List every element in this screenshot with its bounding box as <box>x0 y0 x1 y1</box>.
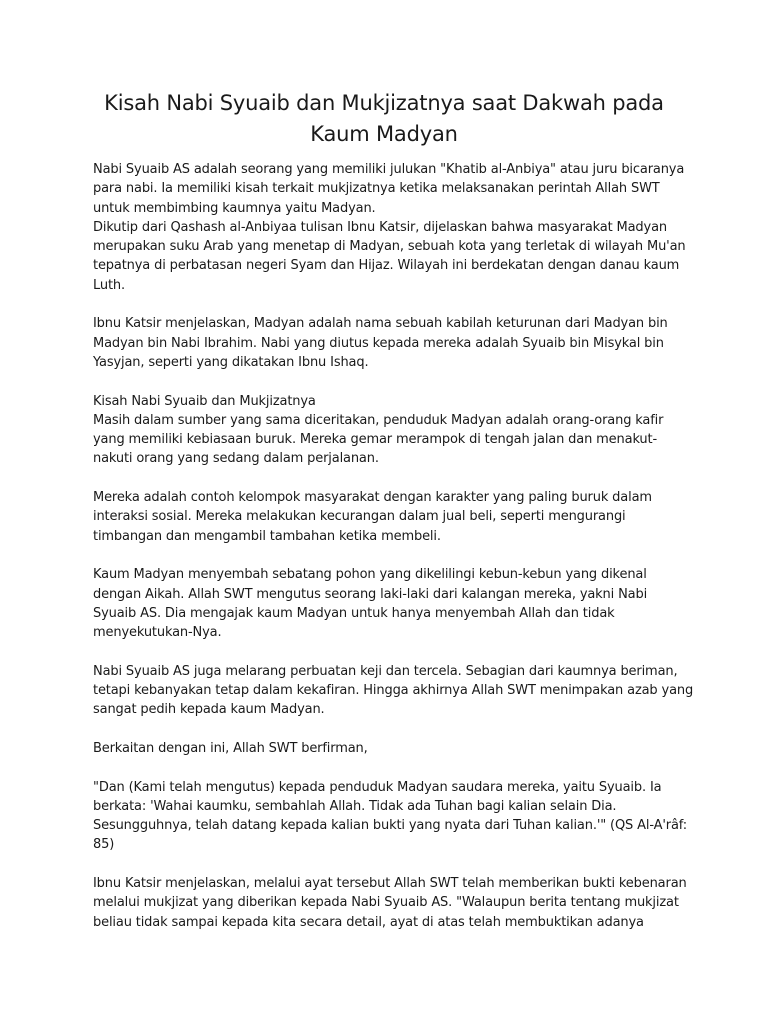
text-line: tetapi kebanyakan tetap dalam kekafiran. Hingga akhirnya Allah SWT menimpakan azab yang <box>93 683 694 699</box>
text-line: Kisah Nabi Syuaib dan Mukjizatnya <box>93 393 316 409</box>
paragraph-gap <box>93 469 683 488</box>
paragraph-gap <box>93 720 683 739</box>
paragraph-gap <box>93 546 683 565</box>
text-line: interaksi sosial. Mereka melakukan kecurangan dalam jual beli, seperti mengurangi <box>93 509 626 525</box>
text-line: Nabi Syuaib AS adalah seorang yang memiliki julukan "Khatib al-Anbiya" atau juru bicaranya <box>93 162 685 177</box>
text-line: Luth. <box>93 277 125 293</box>
text-line: Dikutip dari Qashash al-Anbiyaa tulisan Ibnu Katsir, dijelaskan bahwa masyarakat Madyan <box>93 219 667 235</box>
text-line: Ibnu Katsir menjelaskan, Madyan adalah nama sebuah kabilah keturunan dari Madyan bin <box>93 316 668 332</box>
text-line: menyekutukan-Nya. <box>93 625 222 641</box>
text-line: dengan Aikah. Allah SWT mengutus seorang laki-laki dari kalangan mereka, yakni Nabi <box>93 586 648 602</box>
text-line: merupakan suku Arab yang menetap di Madyan, sebuah kota yang terletak di wilayah Mu'an <box>93 239 686 255</box>
text-line: Sesungguhnya, telah datang kepada kalian bukti yang nyata dari Tuhan kalian.'" (QS Al-A'râf: <box>93 818 687 834</box>
text-line: Syuaib AS. Dia mengajak kaum Madyan untuk hanya menyembah Allah dan tidak <box>93 605 615 621</box>
document-body <box>93 160 694 932</box>
text-line: 85) <box>93 837 115 853</box>
text-line: "Dan (Kami telah mengutus) kepada penduduk Madyan saudara mereka, yaitu Syuaib. Ia <box>93 779 662 795</box>
paragraph-gap <box>93 855 683 874</box>
text-line: tepatnya di perbatasan negeri Syam dan Hijaz. Wilayah ini berdekatan dengan danau kaum <box>93 258 680 274</box>
paragraph-gap <box>93 758 683 777</box>
title-line-2: Kaum Madyan <box>310 122 458 146</box>
text-line: melalui mukjizat yang diberikan kepada Nabi Syuaib AS. "Walaupun berita tentang mukjizat <box>93 895 679 911</box>
title-line-1: Kisah Nabi Syuaib dan Mukjizatnya saat Dakwah pada <box>104 91 664 115</box>
text-line: Yasyjan, seperti yang dikatakan Ibnu Ishaq. <box>93 354 369 370</box>
text-line: Ibnu Katsir menjelaskan, melalui ayat tersebut Allah SWT telah memberikan bukti kebenaran <box>93 875 687 891</box>
paragraph-gap <box>93 295 683 314</box>
document-title <box>60 88 708 150</box>
paragraph-gap <box>93 642 683 661</box>
text-line: beliau tidak sampai kepada kita secara detail, ayat di atas telah membuktikan adanya <box>93 914 644 930</box>
text-line: Masih dalam sumber yang sama diceritakan, penduduk Madyan adalah orang-orang kafir <box>93 412 664 428</box>
text-line: Mereka adalah contoh kelompok masyarakat dengan karakter yang paling buruk dalam <box>93 490 652 506</box>
text-line: sangat pedih kepada kaum Madyan. <box>93 702 325 718</box>
text-line: Nabi Syuaib AS juga melarang perbuatan keji dan tercela. Sebagian dari kaumnya beriman, <box>93 663 678 679</box>
text-line: yang memiliki kebiasaan buruk. Mereka gemar merampok di tengah jalan dan menakut- <box>93 432 657 448</box>
text-line: Madyan bin Nabi Ibrahim. Nabi yang diutus kepada mereka adalah Syuaib bin Misykal bin <box>93 335 664 351</box>
text-line: timbangan dan mengambil tambahan ketika membeli. <box>93 528 441 544</box>
paragraph-gap <box>93 372 683 391</box>
text-line: berkata: 'Wahai kaumku, sembahlah Allah. Tidak ada Tuhan bagi kalian selain Dia. <box>93 798 617 814</box>
text-line: nakuti orang yang sedang dalam perjalanan. <box>93 451 379 467</box>
text-line: Berkaitan dengan ini, Allah SWT berfirman, <box>93 740 368 756</box>
text-line: Kaum Madyan menyembah sebatang pohon yang dikelilingi kebun-kebun yang dikenal <box>93 567 647 583</box>
text-line: untuk membimbing kaumnya yaitu Madyan. <box>93 200 376 216</box>
text-line: para nabi. Ia memiliki kisah terkait mukjizatnya ketika melaksanakan perintah Allah SWT <box>93 181 660 197</box>
